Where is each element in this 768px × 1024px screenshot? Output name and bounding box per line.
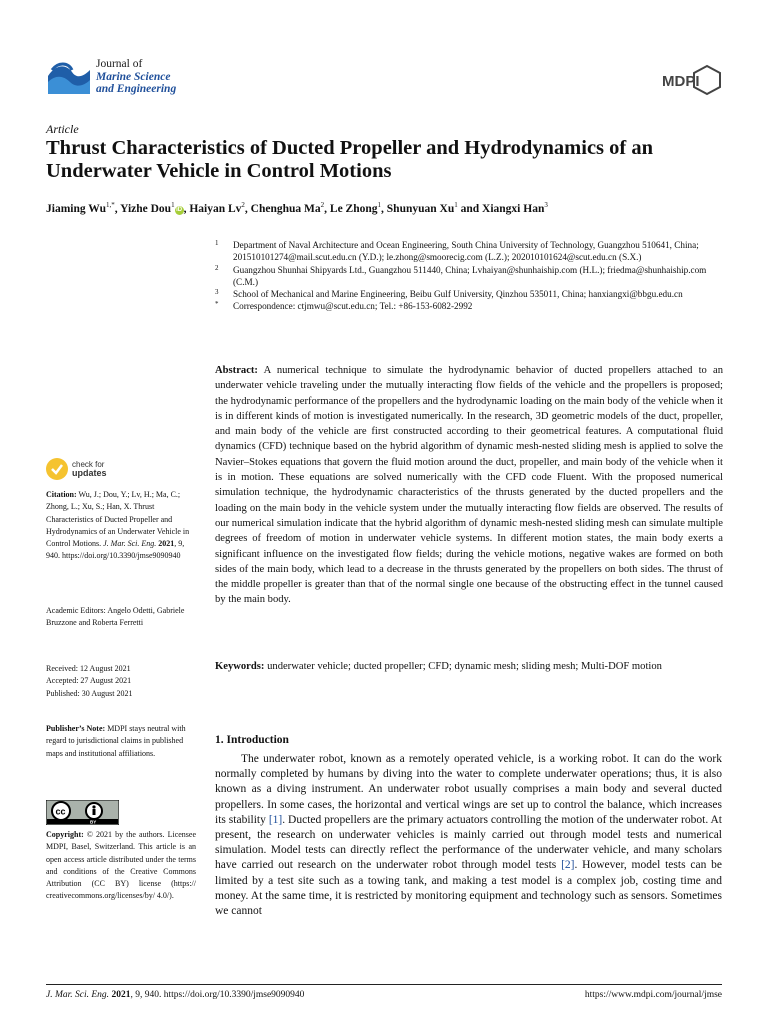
affiliation-text: Department of Naval Architecture and Ocean Engineering, South China University of Technology, Guangzhou 510641, China; 201510101274@mail.scut.edu.cn (Y.D.); le.zhong@smoorecig.com (L.Z.); 202010101624@scut.edu.cn (S.X.) [233, 240, 699, 263]
author-name: Jiaming Wu [46, 202, 106, 215]
citation-text: Wu, J.; Dou, Y.; Lv, H.; Ma, C.; Zhong, L.; Xu, S.; Han, X. Thrust Characteristics of Ducted Propeller and Hydrodynamics of an Underwater Vehicle in Control Motions. [46, 490, 190, 549]
footer-journal-url[interactable]: https://www.mdpi.com/journal/jmse [584, 990, 722, 1000]
publisher-note-label: Publisher’s Note: [46, 724, 106, 733]
copyright-block [46, 829, 196, 903]
author-list [46, 201, 746, 215]
footer-divider [46, 984, 722, 985]
keywords-text: underwater vehicle; ducted propeller; CFD; dynamic mesh; sliding mesh; Multi-DOF motion [267, 661, 662, 672]
mdpi-logo-icon [660, 64, 722, 96]
affiliation-item [215, 264, 725, 289]
reference-link-1[interactable]: [1] [268, 813, 283, 826]
check-updates-icon [46, 458, 68, 480]
author-affiliation-mark: 2 [241, 201, 245, 209]
author-separator: , [244, 202, 251, 215]
received-date: Received: 12 August 2021 [46, 664, 131, 673]
reference-link-2[interactable]: [2] [561, 859, 575, 872]
author-separator: and [457, 202, 483, 215]
journal-name-line2: and Engineering [96, 83, 177, 95]
author-separator: , [324, 202, 330, 215]
journal-name-line1: Marine Science [96, 70, 171, 83]
check-updates-line1: check for [72, 460, 105, 469]
copyright-label: Copyright: [46, 830, 84, 839]
citation-journal: J. Mar. Sci. Eng. [103, 539, 157, 549]
author-name: Haiyan Lv [189, 202, 242, 215]
mdpi-logo-text: MDPI [662, 73, 700, 90]
cc-by-label: BY [90, 819, 97, 825]
author-separator: , [114, 202, 121, 215]
footer-journal: J. Mar. Sci. Eng. [46, 990, 110, 1000]
footer-citation [46, 990, 304, 1000]
author-affiliation-mark: 1 [171, 201, 175, 209]
author-name: Le Zhong [329, 202, 378, 215]
article-title: Thrust Characteristics of Ducted Propeller and Hydrodynamics of an Underwater Vehicle in Control Motions [46, 137, 654, 182]
author-separator: , [381, 202, 387, 215]
author-name: Shunyuan Xu [386, 202, 455, 215]
citation-doi-link[interactable]: https://doi.org/10.3390/jmse9090940 [62, 551, 181, 561]
check-updates-line2: updates [72, 468, 107, 478]
author-affiliation-mark: 1 [377, 201, 382, 209]
affiliation-number: 1 [215, 239, 219, 247]
svg-text:cc: cc [55, 806, 66, 817]
author-name: Chenghua Ma [250, 202, 321, 215]
affiliation-item [215, 288, 725, 300]
copyright-text: © 2021 by the authors. Licensee MDPI, Basel, Switzerland. This article is an open access article distributed under the terms and conditions of the Creative Commons Attribution (CC BY) license (https:// creativecommons.org/licenses/by/ 4.0/). [46, 830, 197, 901]
footer-year: 2021 [111, 990, 131, 1000]
journal-of: Journal of [96, 58, 143, 70]
affiliations [215, 239, 725, 313]
author-affiliation-mark: 1,* [105, 201, 115, 209]
intro-part2: . Ducted propellers are the primary actuators controlling the motion of the underwater robot. At present, the research on underwater vehicles is mainly carried out through model tests and numerical simulation. Model tests can directly reflect the performance of the underwater vehicle, and many scholars have carried out research on the underwater robot through model tests [215, 813, 722, 872]
introduction-heading: 1. Introduction [215, 734, 289, 746]
cc-by-license-icon[interactable] [46, 800, 119, 825]
intro-part3: . However, model tests can be limited by a test site such as a towing tank, and making a test model is a complex job, costing time and money. At the same time, it is restricted by monitoring equipment and technology such as sensors. Sometimes we cannot [215, 859, 722, 918]
keywords-label: Keywords: [215, 661, 265, 672]
check-for-updates-button[interactable] [46, 455, 156, 485]
abstract-label: Abstract: [215, 365, 258, 376]
published-date: Published: 30 August 2021 [46, 688, 133, 698]
journal-name [96, 58, 176, 96]
academic-editors: Academic Editors: Angelo Odetti, Gabriele Bruzzone and Roberta Ferretti [46, 606, 185, 628]
publisher-note-text: MDPI stays neutral with regard to jurisdictional claims in published maps and institutional affiliations. [46, 724, 186, 758]
dates-block [46, 663, 196, 700]
introduction-text [215, 752, 722, 919]
affiliation-number: 2 [215, 263, 219, 272]
author-affiliation-mark: 2 [320, 201, 325, 209]
citation-block [46, 489, 196, 563]
orcid-icon[interactable]: iD [176, 206, 183, 213]
affiliation-item [215, 239, 725, 264]
affiliation-number: 3 [215, 288, 219, 297]
affiliation-text: Correspondence: ctjmwu@scut.edu.cn; Tel.: +86-153-6082-2992 [233, 301, 473, 312]
author-affiliation-mark: 1 [454, 201, 458, 209]
citation-year: 2021 [158, 539, 175, 549]
citation-vol: , 9, 940. [46, 539, 185, 561]
affiliation-text: Guangzhou Shunhai Shipyards Ltd., Guangzhou 511440, China; Lvhaiyan@shunhaiship.com (H.L.); friedma@shunhaiship.com (C.M.) [233, 264, 707, 287]
journal-logo-icon [46, 56, 92, 96]
author-separator: , [183, 202, 190, 215]
footer-doi[interactable]: , 9, 940. https://doi.org/10.3390/jmse9090940 [130, 990, 305, 1000]
keywords [215, 659, 723, 674]
affiliation-text: School of Mechanical and Marine Engineering, Beibu Gulf University, Qinzhou 535011, China; hanxiangxi@bbgu.edu.cn [233, 289, 683, 300]
affiliation-number: * [215, 300, 219, 309]
abstract [215, 363, 723, 608]
intro-part1: The underwater robot, known as a remotely operated vehicle, is a working robot. It can do the work normally completed by humans by diving into the water to complete underwater operations; thus, it is also known as a diving instrument. An underwater robot usually comprises a main body and several ducted propellers. In some cases, the horizontal and vertical wings are set up to control the balance, which increases its stability [215, 753, 722, 826]
accepted-date: Accepted: 27 August 2021 [46, 676, 132, 686]
author-affiliation-mark: 3 [544, 201, 548, 209]
author-name: Yizhe Dou [120, 202, 172, 215]
article-type: Article [46, 122, 79, 136]
publisher-note [46, 723, 196, 760]
affiliation-item [215, 300, 725, 312]
citation-label: Citation: [46, 490, 77, 499]
author-name: Xiangxi Han [482, 202, 545, 215]
abstract-text: A numerical technique to simulate the hydrodynamic behavior of ducted propellers attached to an underwater vehicle traveling under the mutually interacting flow fields of the vehicle and the propellers is proposed; the hydrodynamic performance of the propellers and the hydrodynamic loading on the main body of the vehicle when it is in different kinds of motion is investigated numerically. In the research, 3D geometric models of the duct, propeller, and main body of the vehicle are first constructed according to their geometrical features. A computational fluid dynamics (CFD) technique based on the hybrid algorithm of dynamic mesh-nested sliding mesh is applied to solve the Navier–Stokes equations that govern the fluid motion around the duct, propeller, and main body of the vehicle when it is in motion. These equations are solved numerically with the CFD code Fluent. With the proposed numerical simulation technique, the hydrodynamic characteristics of the thrusts generated by the ducted propellers and the loading on the main body in the vehicle system under the mutually interacting flow fields are observed. The results of our numerical simulation indicate that the hybrid algorithm of dynamic mesh-nested sliding mesh can simulate multiple degrees of freedom of motion in underwater vehicle systems. In different motion states, the main body exerts a significant influence on the investigated flow fields; during the vehicle motions, negative wakes are formed on both sides of the main body, which lead to a decrease in the thrusts generated by the propellers on both sides. The thrust of the middle propeller is greater than that of the normal single one because of the obstructing effect in the tunnel caused by the main body. [215, 365, 723, 606]
